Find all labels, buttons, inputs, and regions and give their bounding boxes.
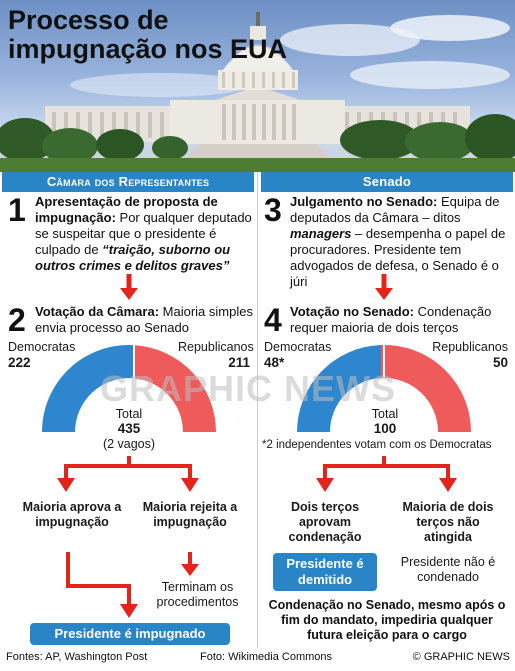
house-vacant-note: (2 vagos) (102, 437, 156, 451)
house-outcome-approve: Maioria aprova a impugnação (22, 500, 122, 529)
senate-final-note: Condenação no Senado, mesmo após o fim do mandato, impediria qualquer futura eleição para o cargo (268, 598, 506, 642)
title-line-2: impugnação nos EUA (8, 34, 288, 64)
house-outcome-reject: Maioria rejeita a impugnação (142, 500, 238, 529)
house-step-arrowhead (120, 288, 138, 300)
footer-sources: Fontes: AP, Washington Post (6, 651, 148, 663)
house-dem-arc (42, 345, 134, 432)
senate-dem-value: 48* (264, 355, 285, 370)
step-3-bold: Julgamento no Senado: (290, 194, 438, 209)
step-2-number: 2 (8, 302, 26, 338)
footer-credit: © GRAPHIC NEWS (412, 651, 510, 663)
house-dem-label: Democratas (8, 340, 76, 354)
house-dem-value: 222 (8, 355, 31, 370)
step-1-body: Por qualquer deputado se suspeitar que o presidente é culpado de (35, 210, 252, 257)
senate-outcome-fail: Maioria de dois terços não atingida (402, 500, 494, 544)
step-1-bold: Apresentação de proposta de impugnação: (35, 194, 218, 225)
house-rep-value: 211 (228, 355, 250, 370)
step-4-body: Condenação requer maioria de dois terços (290, 304, 492, 335)
senate-outcome-convict: Dois terços aprovam condenação (288, 500, 362, 544)
house-end-text: Terminam os procedimentos (156, 580, 239, 609)
senate-result-badge: Presidente é demitido (273, 553, 377, 591)
step-1-number: 1 (8, 192, 26, 228)
senate-rep-label: Republicanos (432, 340, 508, 354)
step-3-number: 3 (264, 192, 282, 228)
step-2-bold: Votação da Câmara: (35, 304, 160, 319)
step-3-body: Equipa de deputados da Câmara – ditos (290, 194, 500, 225)
step-1-italic: “traição, suborno ou outros crimes e delitos graves” (35, 242, 231, 273)
senate-rep-arc (381, 345, 471, 432)
senate-footnote: *2 independentes votam com os Democratas (262, 439, 492, 451)
senate-total-label: Total (371, 407, 399, 421)
title-line-1: Processo de (8, 5, 169, 35)
house-result-badge: Presidente é impugnado (30, 623, 230, 645)
footer-photo-credit: Foto: Wikimedia Commons (200, 651, 333, 663)
house-rep-arc (134, 345, 216, 432)
step-3-body-2: – desempenha o papel de procuradores. Presidente tem advogados de defesa, o Senado é o júri (290, 226, 506, 289)
senate-total-value: 100 (373, 421, 397, 436)
step-2-body: Maioria simples envia processo ao Senado (35, 304, 253, 335)
house-rep-label: Republicanos (178, 340, 254, 354)
house-header-label: Câmara dos Representantes (46, 174, 210, 189)
house-total-value: 435 (117, 421, 141, 436)
house-total-label: Total (115, 407, 143, 421)
senate-rep-value: 50 (492, 355, 508, 370)
senate-arrowheads (316, 478, 457, 492)
senate-vote-arc (297, 342, 471, 432)
senate-dem-label: Democratas (264, 340, 332, 354)
senate-dem-arc (297, 345, 381, 432)
house-vote-arc (42, 342, 216, 432)
step-4-number: 4 (264, 302, 282, 338)
senate-branch-lines (325, 456, 448, 480)
step-4-bold: Votação no Senado: (290, 304, 414, 319)
house-branch-lines (66, 456, 190, 606)
watermark: GRAPHIC NEWS (100, 368, 397, 409)
senate-step-arrowhead (375, 288, 393, 300)
senate-header-label: Senado (362, 174, 412, 189)
step-3-italic: managers (290, 226, 352, 241)
senate-not-condemned: Presidente não é condenado (400, 555, 496, 584)
